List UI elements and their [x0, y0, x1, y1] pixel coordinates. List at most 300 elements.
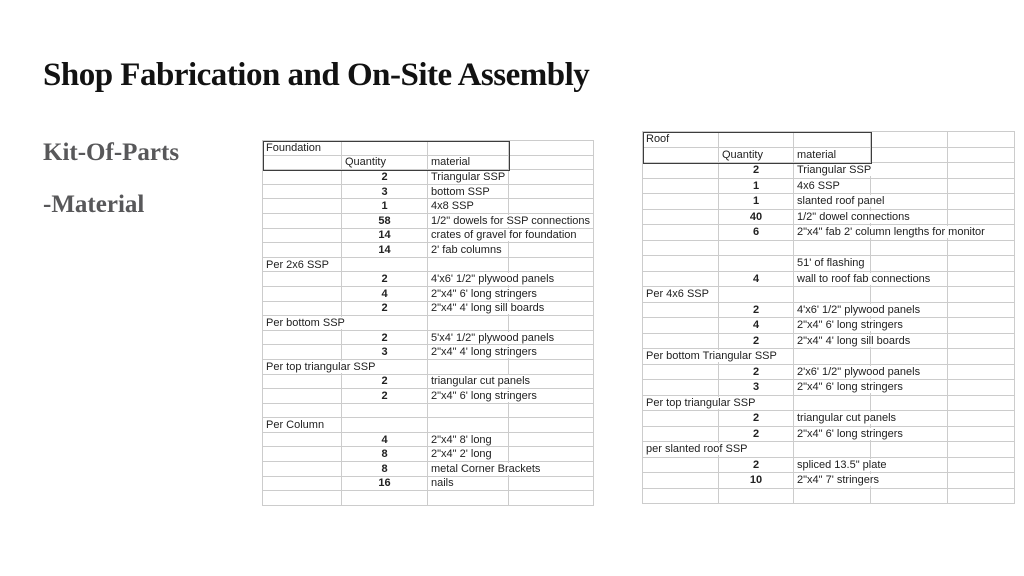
quantity-cell	[719, 272, 794, 288]
quantity-cell-text: 4	[750, 273, 762, 285]
table-row	[263, 389, 594, 404]
label-cell	[643, 380, 719, 396]
empty-cell	[871, 349, 948, 365]
label-cell	[643, 163, 719, 179]
quantity-cell	[719, 241, 794, 257]
material-cell	[794, 365, 921, 381]
table-row	[263, 302, 594, 317]
quantity-cell	[719, 163, 794, 179]
empty-cell	[509, 316, 594, 331]
quantity-cell	[719, 194, 794, 210]
quantity-cell	[342, 433, 428, 448]
table-row	[643, 210, 1015, 226]
label-cell	[643, 194, 719, 210]
empty-cell	[871, 241, 948, 257]
material-cell	[428, 214, 591, 229]
material-cell-text: crates of gravel for foundation	[428, 229, 580, 241]
label-cell	[263, 272, 342, 287]
table-row	[643, 194, 1015, 210]
material-cell	[428, 229, 577, 244]
material-cell	[428, 331, 555, 346]
material-cell	[794, 411, 897, 427]
table-row	[643, 163, 1015, 179]
material-cell	[794, 442, 871, 458]
empty-cell	[948, 473, 1015, 489]
material-cell	[428, 447, 509, 462]
label-cell	[263, 418, 342, 433]
quantity-cell	[342, 331, 428, 346]
quantity-cell	[719, 334, 794, 350]
empty-row	[263, 404, 594, 419]
label-cell	[263, 243, 342, 258]
material-cell-text: 2' fab columns	[428, 244, 505, 256]
sheet-title-cell	[263, 141, 342, 156]
label-cell	[263, 404, 342, 419]
material-cell	[428, 477, 509, 492]
material-cell	[794, 318, 903, 334]
quantity-cell-text: 2	[750, 164, 762, 176]
empty-cell	[871, 148, 948, 164]
empty-cell	[871, 489, 948, 505]
quantity-cell-text: 4	[378, 288, 390, 300]
quantity-cell-text: 16	[375, 477, 393, 489]
table-row	[643, 334, 1015, 350]
material-cell	[794, 210, 910, 226]
quantity-cell-text: 4	[750, 319, 762, 331]
label-cell	[263, 462, 342, 477]
table-row	[263, 229, 594, 244]
quantity-cell-text: 3	[750, 381, 762, 393]
material-cell-text: 2"x4" 6' long stringers	[428, 390, 540, 402]
quantity-cell-text: 2	[750, 366, 762, 378]
material-cell	[794, 380, 903, 396]
table-row	[643, 272, 1015, 288]
empty-cell	[509, 258, 594, 273]
material-cell-text: 2"x4" 4' long stringers	[428, 346, 540, 358]
quantity-cell-text: 2	[378, 302, 390, 314]
empty-cell	[948, 179, 1015, 195]
label-cell	[643, 411, 719, 427]
table-row	[643, 427, 1015, 443]
empty-cell	[871, 396, 948, 412]
quantity-cell-text: 4	[378, 434, 390, 446]
label-cell-text: Per bottom Triangular SSP	[643, 350, 780, 362]
empty-cell	[871, 442, 948, 458]
table-row	[643, 411, 1015, 427]
empty-cell	[509, 404, 594, 419]
table-row	[263, 170, 594, 185]
material-cell	[428, 141, 509, 156]
label-cell-text: Per top triangular SSP	[263, 361, 378, 373]
sheet-title-cell-text: Foundation	[263, 142, 324, 154]
empty-cell	[948, 318, 1015, 334]
quantity-cell	[719, 365, 794, 381]
empty-cell	[948, 272, 1015, 288]
quantity-cell-text: 14	[375, 244, 393, 256]
quantity-cell	[719, 318, 794, 334]
label-cell	[263, 302, 342, 317]
material-cell-text: 5'x4' 1/2" plywood panels	[428, 332, 557, 344]
material-cell	[428, 418, 509, 433]
section-row	[643, 396, 1015, 412]
table-row	[263, 243, 594, 258]
label-cell	[643, 427, 719, 443]
quantity-cell	[342, 316, 428, 331]
material-cell-text: bottom SSP	[428, 186, 493, 198]
material-cell-text: 2"x4" 6' long stringers	[794, 319, 906, 331]
material-cell	[794, 427, 903, 443]
quantity-cell	[342, 229, 428, 244]
material-cell	[428, 462, 541, 477]
material-cell-text: metal Corner Brackets	[428, 463, 543, 475]
label-cell-text: Per Column	[263, 419, 327, 431]
quantity-cell	[719, 287, 794, 303]
material-cell	[794, 256, 871, 272]
material-cell	[794, 489, 871, 505]
label-cell	[643, 179, 719, 195]
material-cell	[794, 132, 871, 148]
material-cell-text: 4x8 SSP	[428, 200, 477, 212]
empty-cell	[948, 411, 1015, 427]
section-row	[263, 360, 594, 375]
label-cell	[263, 345, 342, 360]
quantity-header-cell	[719, 148, 794, 164]
table-row	[643, 179, 1015, 195]
material-cell-text: 51' of flashing	[794, 257, 868, 269]
empty-cell	[509, 185, 594, 200]
empty-cell	[509, 170, 594, 185]
material-header-cell	[794, 148, 871, 164]
quantity-cell	[342, 345, 428, 360]
empty-cell	[948, 287, 1015, 303]
material-cell-text: 2"x4" fab 2' column lengths for monitor	[794, 226, 988, 238]
label-cell	[643, 272, 719, 288]
label-cell	[643, 334, 719, 350]
label-cell	[263, 316, 345, 331]
label-cell	[643, 210, 719, 226]
empty-cell	[509, 433, 594, 448]
empty-cell	[948, 396, 1015, 412]
material-cell	[428, 491, 509, 506]
quantity-cell	[342, 258, 428, 273]
quantity-cell	[342, 462, 428, 477]
material-cell-text: spliced 13.5" plate	[794, 459, 890, 471]
page-title: Shop Fabrication and On-Site Assembly	[43, 57, 590, 93]
quantity-cell-text: 2	[750, 428, 762, 440]
empty-row	[643, 241, 1015, 257]
quantity-cell-text: 10	[747, 474, 765, 486]
empty-cell	[509, 477, 594, 492]
material-cell	[794, 303, 921, 319]
empty-cell	[948, 442, 1015, 458]
table-row	[643, 303, 1015, 319]
empty-cell	[948, 256, 1015, 272]
material-cell	[428, 360, 509, 375]
material-cell	[428, 302, 545, 317]
empty-cell	[871, 179, 948, 195]
material-cell-text: Triangular SSP	[428, 171, 508, 183]
material-cell-text: 2"x4" 4' long sill boards	[428, 302, 547, 314]
quantity-cell	[342, 477, 428, 492]
empty-cell	[509, 418, 594, 433]
material-cell-text: nails	[428, 477, 457, 489]
quantity-cell	[719, 256, 794, 272]
material-cell	[794, 194, 885, 210]
material-header-cell-text: material	[794, 149, 839, 161]
material-cell	[794, 272, 931, 288]
quantity-cell	[342, 141, 428, 156]
empty-cell	[948, 132, 1015, 148]
quantity-header-cell	[342, 156, 428, 171]
table-row	[263, 199, 594, 214]
empty-cell	[948, 489, 1015, 505]
table-row	[643, 318, 1015, 334]
label-cell	[263, 375, 342, 390]
material-cell	[428, 433, 509, 448]
label-cell	[263, 477, 342, 492]
quantity-cell-text: 2	[378, 332, 390, 344]
empty-cell	[948, 163, 1015, 179]
material-cell	[794, 287, 871, 303]
empty-cell	[948, 148, 1015, 164]
table-row	[263, 345, 594, 360]
material-cell	[794, 225, 985, 241]
sheet-title-cell	[643, 132, 719, 148]
quantity-cell	[342, 302, 428, 317]
quantity-cell	[719, 225, 794, 241]
quantity-cell	[342, 170, 428, 185]
empty-cell	[509, 360, 594, 375]
sheet-header-row	[643, 148, 1015, 164]
empty-cell	[871, 132, 948, 148]
quantity-cell-text: 58	[375, 215, 393, 227]
quantity-cell	[342, 491, 428, 506]
table-row	[263, 287, 594, 302]
empty-cell	[509, 199, 594, 214]
label-cell-text: Per bottom SSP	[263, 317, 348, 329]
empty-cell	[948, 427, 1015, 443]
empty-cell	[871, 287, 948, 303]
label-cell	[263, 331, 342, 346]
material-cell-text: triangular cut panels	[428, 375, 533, 387]
quantity-cell-text: 8	[378, 463, 390, 475]
quantity-cell-text: 40	[747, 211, 765, 223]
sheet-header-row	[263, 156, 594, 171]
label-cell	[643, 489, 719, 505]
label-cell	[263, 156, 342, 171]
sheet-title-row	[643, 132, 1015, 148]
quantity-cell	[342, 287, 428, 302]
material-cell-text: 4x6 SSP	[794, 180, 843, 192]
label-cell	[643, 458, 719, 474]
label-cell	[263, 389, 342, 404]
label-cell	[643, 396, 756, 412]
material-cell-text: 4'x6' 1/2" plywood panels	[428, 273, 557, 285]
quantity-cell	[719, 427, 794, 443]
label-cell-text: Per 2x6 SSP	[263, 259, 332, 271]
table-row	[263, 272, 594, 287]
label-cell	[643, 442, 748, 458]
quantity-cell	[342, 404, 428, 419]
material-header-cell-text: material	[428, 156, 473, 168]
empty-cell	[948, 349, 1015, 365]
quantity-cell-text: 2	[378, 375, 390, 387]
table-row	[263, 462, 594, 477]
material-cell-text: 2'x6' 1/2" plywood panels	[794, 366, 923, 378]
label-cell	[643, 148, 719, 164]
subtitle-material: -Material	[43, 191, 145, 218]
material-cell	[428, 375, 531, 390]
label-cell	[263, 229, 342, 244]
material-cell	[428, 345, 537, 360]
label-cell	[643, 365, 719, 381]
table-row	[263, 214, 594, 229]
quantity-cell	[342, 418, 428, 433]
label-cell	[263, 170, 342, 185]
quantity-cell-text: 2	[750, 412, 762, 424]
quantity-cell	[719, 411, 794, 427]
material-cell	[428, 185, 509, 200]
table-row	[643, 225, 1015, 241]
material-cell	[428, 316, 509, 331]
label-cell	[263, 199, 342, 214]
table-row	[643, 458, 1015, 474]
table-row	[643, 365, 1015, 381]
material-header-cell	[428, 156, 509, 171]
empty-cell	[509, 447, 594, 462]
material-cell-text: 4'x6' 1/2" plywood panels	[794, 304, 923, 316]
material-cell	[428, 404, 509, 419]
quantity-cell-text: 2	[750, 304, 762, 316]
label-cell-text: Per 4x6 SSP	[643, 288, 712, 300]
label-cell	[643, 349, 777, 365]
quantity-cell-text: 8	[378, 448, 390, 460]
material-cell	[794, 473, 880, 489]
material-cell-text: 2"x4" 6' long stringers	[794, 428, 906, 440]
material-cell	[428, 272, 555, 287]
quantity-cell-text: 1	[750, 195, 762, 207]
material-cell	[428, 199, 509, 214]
material-cell	[794, 349, 871, 365]
material-cell-text: 2"x4" 6' long stringers	[428, 288, 540, 300]
label-cell	[643, 256, 719, 272]
material-cell-text: slanted roof panel	[794, 195, 887, 207]
quantity-cell	[342, 389, 428, 404]
label-cell	[263, 185, 342, 200]
quantity-cell-text: 2	[378, 390, 390, 402]
empty-cell	[509, 491, 594, 506]
empty-cell	[509, 141, 594, 156]
material-cell-text: 2"x4" 8' long	[428, 434, 495, 446]
section-row	[263, 258, 594, 273]
quantity-header-cell-text: Quantity	[719, 149, 766, 161]
section-row	[263, 316, 594, 331]
empty-cell	[509, 243, 594, 258]
quantity-cell-text: 1	[378, 200, 390, 212]
quantity-cell	[342, 214, 428, 229]
label-cell	[263, 214, 342, 229]
table-row	[263, 375, 594, 390]
section-row	[643, 287, 1015, 303]
label-cell-text: Per top triangular SSP	[643, 397, 758, 409]
empty-cell	[509, 156, 594, 171]
quantity-cell	[342, 185, 428, 200]
material-cell	[428, 170, 509, 185]
quantity-cell	[342, 272, 428, 287]
material-cell-text: 1/2" dowel connections	[794, 211, 913, 223]
material-cell-text: triangular cut panels	[794, 412, 899, 424]
empty-cell	[948, 458, 1015, 474]
material-cell-text: 1/2" dowels for SSP connections	[428, 215, 593, 227]
quantity-cell-text: 2	[378, 273, 390, 285]
table-row	[643, 380, 1015, 396]
subtitle-kit-of-parts: Kit-Of-Parts	[43, 139, 180, 166]
quantity-cell-text: 2	[750, 459, 762, 471]
material-cell	[428, 243, 509, 258]
quantity-cell	[719, 210, 794, 226]
material-cell-text: 2"x4" 4' long sill boards	[794, 335, 913, 347]
quantity-cell-text: 3	[378, 346, 390, 358]
material-cell	[428, 258, 509, 273]
quantity-cell	[342, 447, 428, 462]
quantity-cell	[342, 375, 428, 390]
table-row	[263, 477, 594, 492]
table-row	[643, 256, 1015, 272]
label-cell	[643, 318, 719, 334]
quantity-cell	[719, 132, 794, 148]
empty-cell	[871, 163, 948, 179]
empty-cell	[871, 256, 948, 272]
material-cell	[794, 241, 871, 257]
material-cell-text: 2"x4" 7' stringers	[794, 474, 882, 486]
quantity-cell-text: 14	[375, 229, 393, 241]
empty-cell	[948, 365, 1015, 381]
empty-row	[263, 491, 594, 506]
quantity-cell	[719, 303, 794, 319]
empty-cell	[948, 380, 1015, 396]
empty-cell	[948, 334, 1015, 350]
material-cell	[794, 396, 871, 412]
empty-cell	[948, 194, 1015, 210]
label-cell	[643, 287, 719, 303]
empty-cell	[948, 303, 1015, 319]
material-cell	[794, 458, 887, 474]
empty-cell	[948, 210, 1015, 226]
empty-cell	[948, 241, 1015, 257]
foundation-table	[262, 140, 594, 506]
table-row	[263, 331, 594, 346]
material-cell-text: 2"x4" 2' long	[428, 448, 495, 460]
quantity-cell	[719, 179, 794, 195]
label-cell	[263, 287, 342, 302]
sheet-title-cell-text: Roof	[643, 133, 672, 145]
material-cell	[428, 389, 537, 404]
empty-row	[643, 489, 1015, 505]
quantity-header-cell-text: Quantity	[342, 156, 389, 168]
quantity-cell-text: 2	[750, 335, 762, 347]
table-row	[263, 433, 594, 448]
label-cell	[643, 225, 719, 241]
quantity-cell	[719, 473, 794, 489]
label-cell	[643, 473, 719, 489]
material-cell	[794, 163, 871, 179]
label-cell	[643, 303, 719, 319]
quantity-cell-text: 1	[750, 180, 762, 192]
quantity-cell-text: 3	[378, 186, 390, 198]
empty-cell	[871, 473, 948, 489]
quantity-cell-text: 2	[378, 171, 390, 183]
quantity-cell	[342, 243, 428, 258]
